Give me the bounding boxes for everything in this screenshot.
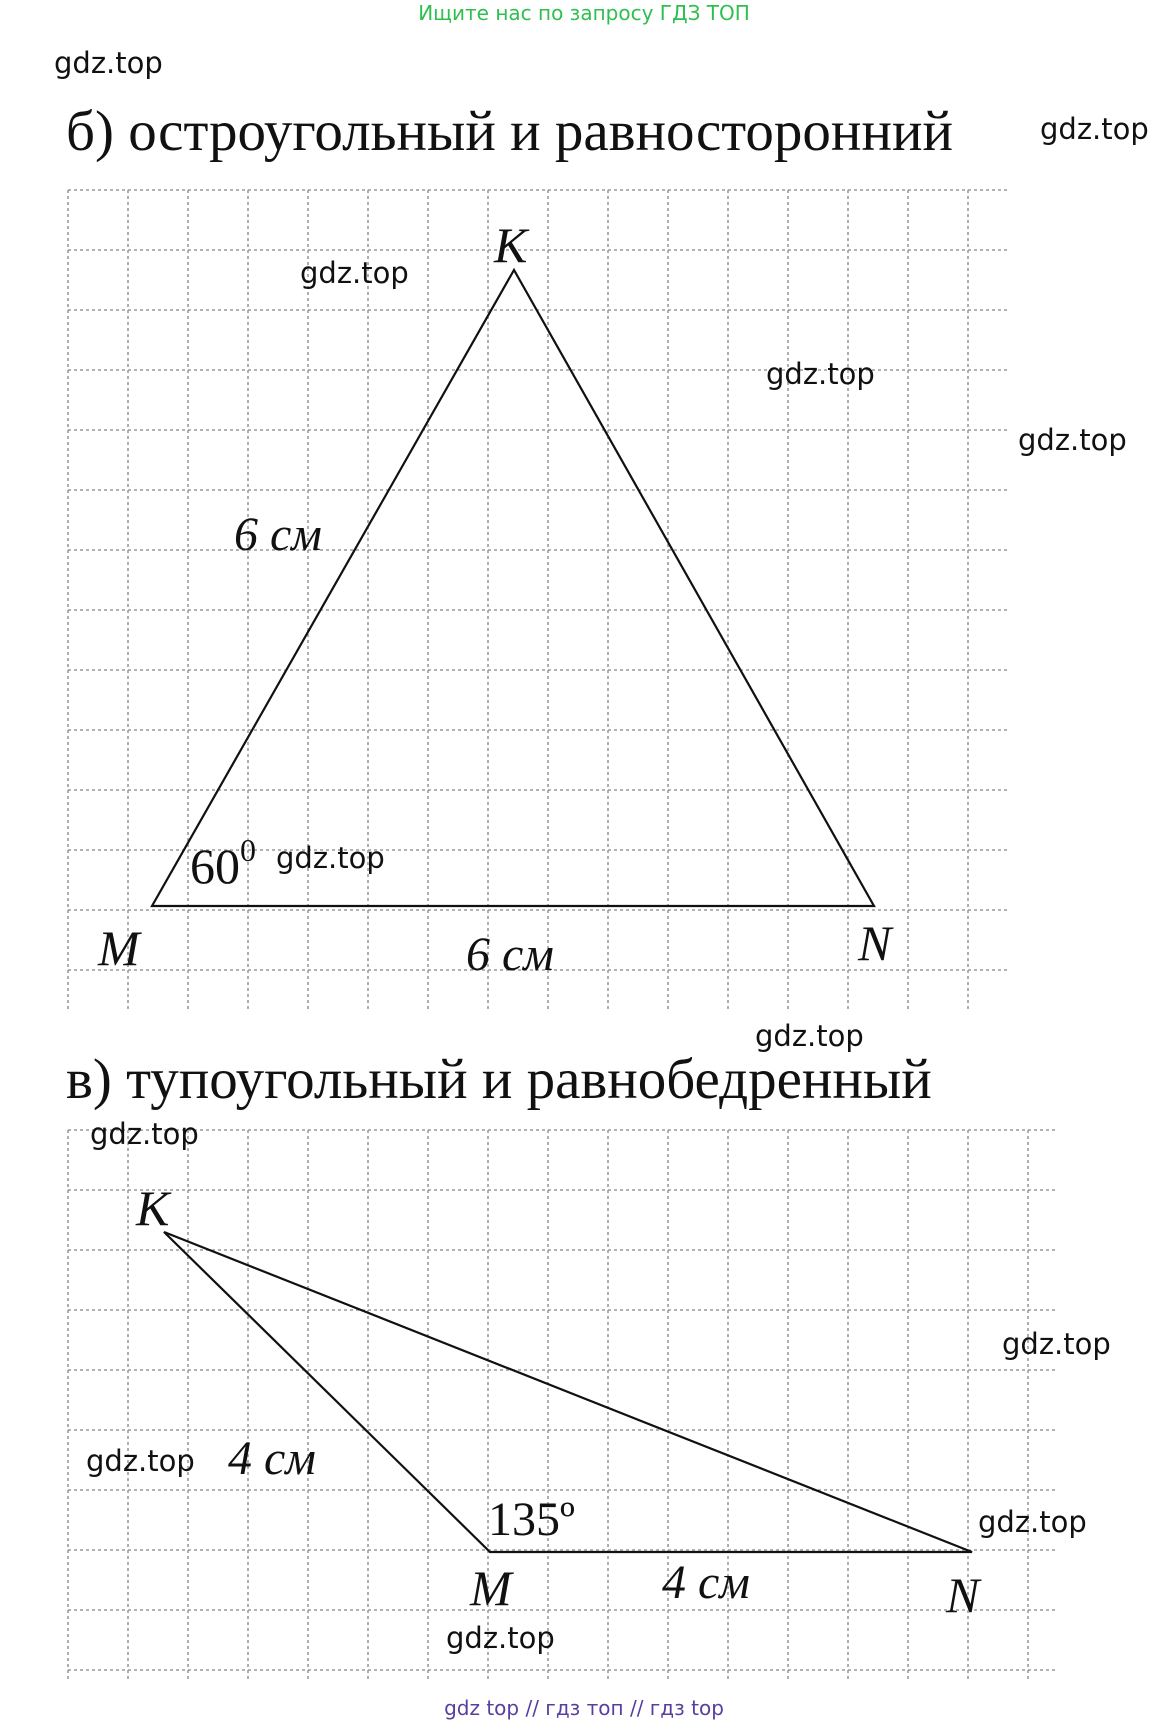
vertex-m-label: M	[470, 1560, 512, 1616]
vertex-k-label: K	[494, 217, 528, 273]
figure-v-heading: в) тупоугольный и равнобедренный	[66, 1048, 932, 1111]
watermark: gdz.top	[1018, 423, 1127, 457]
side-km-length: 4 см	[228, 1432, 316, 1485]
vertex-n-label: N	[858, 915, 892, 971]
vertex-k-label: K	[136, 1180, 170, 1236]
figure-v-grid	[68, 1130, 1058, 1680]
watermark: gdz.top	[90, 1117, 199, 1151]
figure-b-heading: б) остроугольный и равносторонний	[66, 100, 953, 163]
watermark: gdz.top	[766, 357, 875, 391]
side-mn-length: 6 см	[466, 928, 554, 981]
watermark: gdz.top	[54, 46, 163, 80]
watermark: gdz.top	[978, 1505, 1087, 1539]
footer-links[interactable]: gdz top // гдз топ // гдз top	[444, 1696, 724, 1720]
watermark: gdz.top	[86, 1444, 195, 1478]
search-banner[interactable]: Ищите нас по запросу ГДЗ ТОП	[418, 1, 750, 25]
angle-m-value: 135º	[488, 1493, 575, 1546]
watermark: gdz.top	[1040, 112, 1149, 146]
watermark: gdz.top	[276, 841, 385, 875]
vertex-m-label: M	[98, 920, 140, 976]
watermark: gdz.top	[446, 1621, 555, 1655]
angle-m-value: $60^0$	[190, 832, 256, 894]
side-mn-length: 4 см	[662, 1556, 750, 1609]
side-mk-length: 6 см	[234, 508, 322, 561]
watermark: gdz.top	[1002, 1327, 1111, 1361]
vertex-n-label: N	[946, 1567, 980, 1623]
watermark: gdz.top	[755, 1019, 864, 1053]
watermark: gdz.top	[300, 256, 409, 290]
